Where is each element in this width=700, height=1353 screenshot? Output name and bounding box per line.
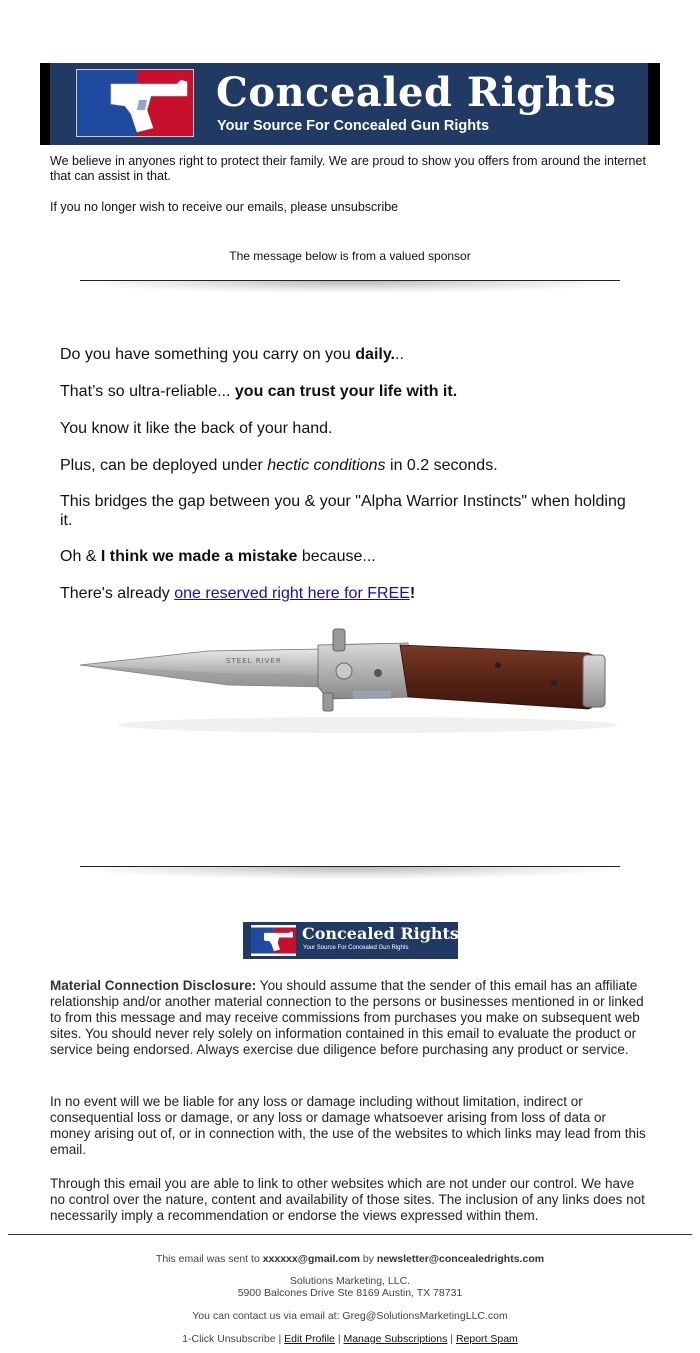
footer-logo-title: Concealed Rights xyxy=(302,924,459,943)
knife-image[interactable] xyxy=(78,625,622,740)
message-line-7 xyxy=(60,584,640,603)
sender-email: newsletter@concealedrights.com xyxy=(376,1253,545,1265)
disclosure-paragraph-1 xyxy=(50,978,650,1058)
link-separator: | xyxy=(447,1333,456,1345)
message-text: in 0.2 seconds. xyxy=(385,457,498,474)
message-emphasis: you can trust your life with it. xyxy=(234,383,458,400)
company-address: 5900 Balcones Drive Ste 8169 Austin, TX 78731 xyxy=(237,1287,463,1299)
sent-to-line xyxy=(0,1253,700,1266)
link-separator: | xyxy=(275,1333,285,1345)
brand-title: Concealed Rights xyxy=(216,69,617,116)
message-italic: hectic conditions xyxy=(267,457,386,474)
footer-logo-tagline: Your Source For Concealed Gun Rights xyxy=(303,945,409,951)
message-emphasis: I think we made a mistake xyxy=(100,548,298,565)
disclosure-text: You should assume that the sender of this email has an affiliate relationship and/or another material connection to the persons or businesses mentioned in or linked to from this message and may receive commissions from purchases you make on subsequent web sites. You should never rely solely on information contained in this email to evaluate the product or service being endorsed. Always exercise due diligence before purchasing any product or service. xyxy=(50,978,644,1057)
header-banner[interactable] xyxy=(40,63,660,145)
footer-logo[interactable] xyxy=(243,922,458,959)
message-line-1 xyxy=(60,345,640,364)
unsubscribe-link[interactable]: unsubscribe xyxy=(330,200,399,214)
message-text: .. xyxy=(395,346,404,363)
free-offer-link[interactable]: one reserved right here for FREE xyxy=(174,585,410,602)
message-text: Do you have something you carry on you xyxy=(60,346,356,363)
footer-divider xyxy=(8,1234,692,1235)
message-line-2 xyxy=(60,382,640,401)
message-emphasis: ! xyxy=(409,585,416,602)
message-line-6 xyxy=(60,547,640,566)
brand-tagline: Your Source For Concealed Gun Rights xyxy=(217,118,490,134)
sponsor-note: The message below is from a valued sponsor xyxy=(229,249,471,263)
intro-text: We believe in anyones right to protect their family. We are proud to show you offers from around the internet that can assist in that. xyxy=(50,154,646,183)
disclosure-paragraph-2: In no event will we be liable for any loss or damage including without limitation, indirect or consequential loss or damage, or any loss or damage whatsoever arising from loss of data or money arising out of, or in connection with, the use of the websites to which links may lead from this email. xyxy=(50,1094,646,1157)
message-line-4 xyxy=(60,456,640,475)
message-text: because... xyxy=(297,548,376,565)
contact-line: You can contact us via email at: Greg@SolutionsMarketingLLC.com xyxy=(192,1310,508,1322)
message-line-5: This bridges the gap between you & your "Alpha Warrior Instincts" when holding it. xyxy=(60,493,626,529)
knife-brand-mark: STEEL RIVER xyxy=(226,657,282,665)
message-text: Plus, can be deployed under xyxy=(60,457,268,474)
pistol-logo-icon xyxy=(251,925,296,956)
message-text: Oh & xyxy=(60,548,101,565)
edit-profile-link[interactable]: Edit Profile xyxy=(284,1333,335,1345)
unsubscribe-prefix: If you no longer wish to receive our emails, please xyxy=(50,200,328,214)
recipient-email: xxxxxx@gmail.com xyxy=(262,1253,360,1265)
disclosure-label: Material Connection Disclosure: xyxy=(50,978,257,993)
unsubscribe-line xyxy=(50,200,650,215)
footer-text: by xyxy=(359,1253,377,1265)
divider-shadow xyxy=(80,867,620,879)
report-spam-link[interactable]: Report Spam xyxy=(455,1333,518,1345)
message-emphasis: daily. xyxy=(355,346,395,363)
one-click-unsubscribe[interactable]: 1-Click Unsubscribe xyxy=(182,1333,276,1345)
manage-subscriptions-link[interactable]: Manage Subscriptions xyxy=(343,1333,448,1345)
footer-text: This email was sent to xyxy=(155,1253,263,1265)
company-name: Solutions Marketing, LLC. xyxy=(289,1275,411,1287)
disclosure-paragraph-3: Through this email you are able to link to other websites which are not under our control. We have no control over the nature, content and availability of those sites. The inclusion of any links does not necessarily imply a recommendation or endorse the views expressed within them. xyxy=(50,1176,645,1223)
divider-shadow xyxy=(80,281,620,293)
footer-links xyxy=(0,1333,700,1346)
message-text: That’s so ultra-reliable... xyxy=(60,383,235,400)
link-separator: | xyxy=(334,1333,344,1345)
header-banner-inner xyxy=(50,63,648,145)
pistol-logo-icon xyxy=(76,69,194,137)
message-text: There's already xyxy=(60,585,175,602)
message-line-3: You know it like the back of your hand. xyxy=(60,420,333,437)
